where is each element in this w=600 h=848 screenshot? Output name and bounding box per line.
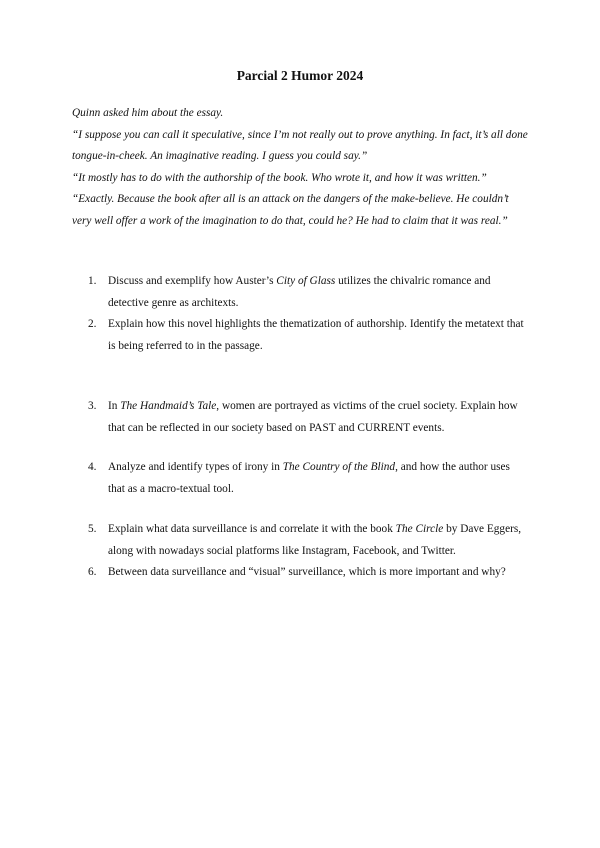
- question-item: [88, 562, 528, 584]
- question-text: Between data surveillance and “visual” surveillance, which is more important and why?: [108, 566, 506, 578]
- question-number: 6.: [88, 566, 97, 578]
- question-number: 5.: [88, 523, 97, 535]
- book-title: The Handmaid’s Tale: [120, 400, 217, 412]
- question-item: [88, 519, 528, 562]
- question-number: 1.: [88, 275, 97, 287]
- passage-line: “I suppose you can call it speculative, since I’m not really out to prove anything. In fact, it’s all done tongue-in-cheek. An imaginative reading. I guess you could say.”: [72, 128, 528, 163]
- question-text: Explain how this novel highlights the thematization of authorship. Identify the metatext that is being referred to in the passage.: [108, 318, 524, 352]
- question-item: [88, 271, 528, 314]
- book-title: City of Glass: [276, 275, 336, 287]
- question-number: 4.: [88, 461, 97, 473]
- question-item: [88, 396, 528, 439]
- question-number: 2.: [88, 318, 97, 330]
- question-text: Analyze and identify types of irony in The Country of the Blind, and how the author uses that as a macro-textual tool.: [108, 461, 510, 495]
- quoted-passage: [72, 103, 528, 233]
- passage-line: “Exactly. Because the book after all is an attack on the dangers of the make-believe. He couldn’t very well offer a work of the imagination to do that, could he? He had to claim that it was real.”: [72, 193, 509, 227]
- question-text: Discuss and exemplify how Auster’s City of Glass utilizes the chivalric romance and detective genre as architexts.: [108, 275, 491, 309]
- question-number: 3.: [88, 400, 97, 412]
- book-title: The Country of the Blind: [282, 461, 396, 473]
- question-item: [88, 314, 528, 357]
- question-text: Explain what data surveillance is and correlate it with the book The Circle by Dave Eggers, along with nowadays social platforms like Instagram, Facebook, and Twitter.: [108, 523, 522, 557]
- book-title: The Circle: [395, 523, 444, 535]
- passage-line: Quinn asked him about the essay.: [72, 107, 224, 119]
- page-title: Parcial 2 Humor 2024: [236, 68, 364, 83]
- question-item: [88, 457, 528, 500]
- passage-line: “It mostly has to do with the authorship of the book. Who wrote it, and how it was written.”: [72, 171, 487, 184]
- question-text: In The Handmaid’s Tale, women are portrayed as victims of the cruel society. Explain how that can be reflected in our society based on PAST and CURRENT events.: [108, 400, 518, 434]
